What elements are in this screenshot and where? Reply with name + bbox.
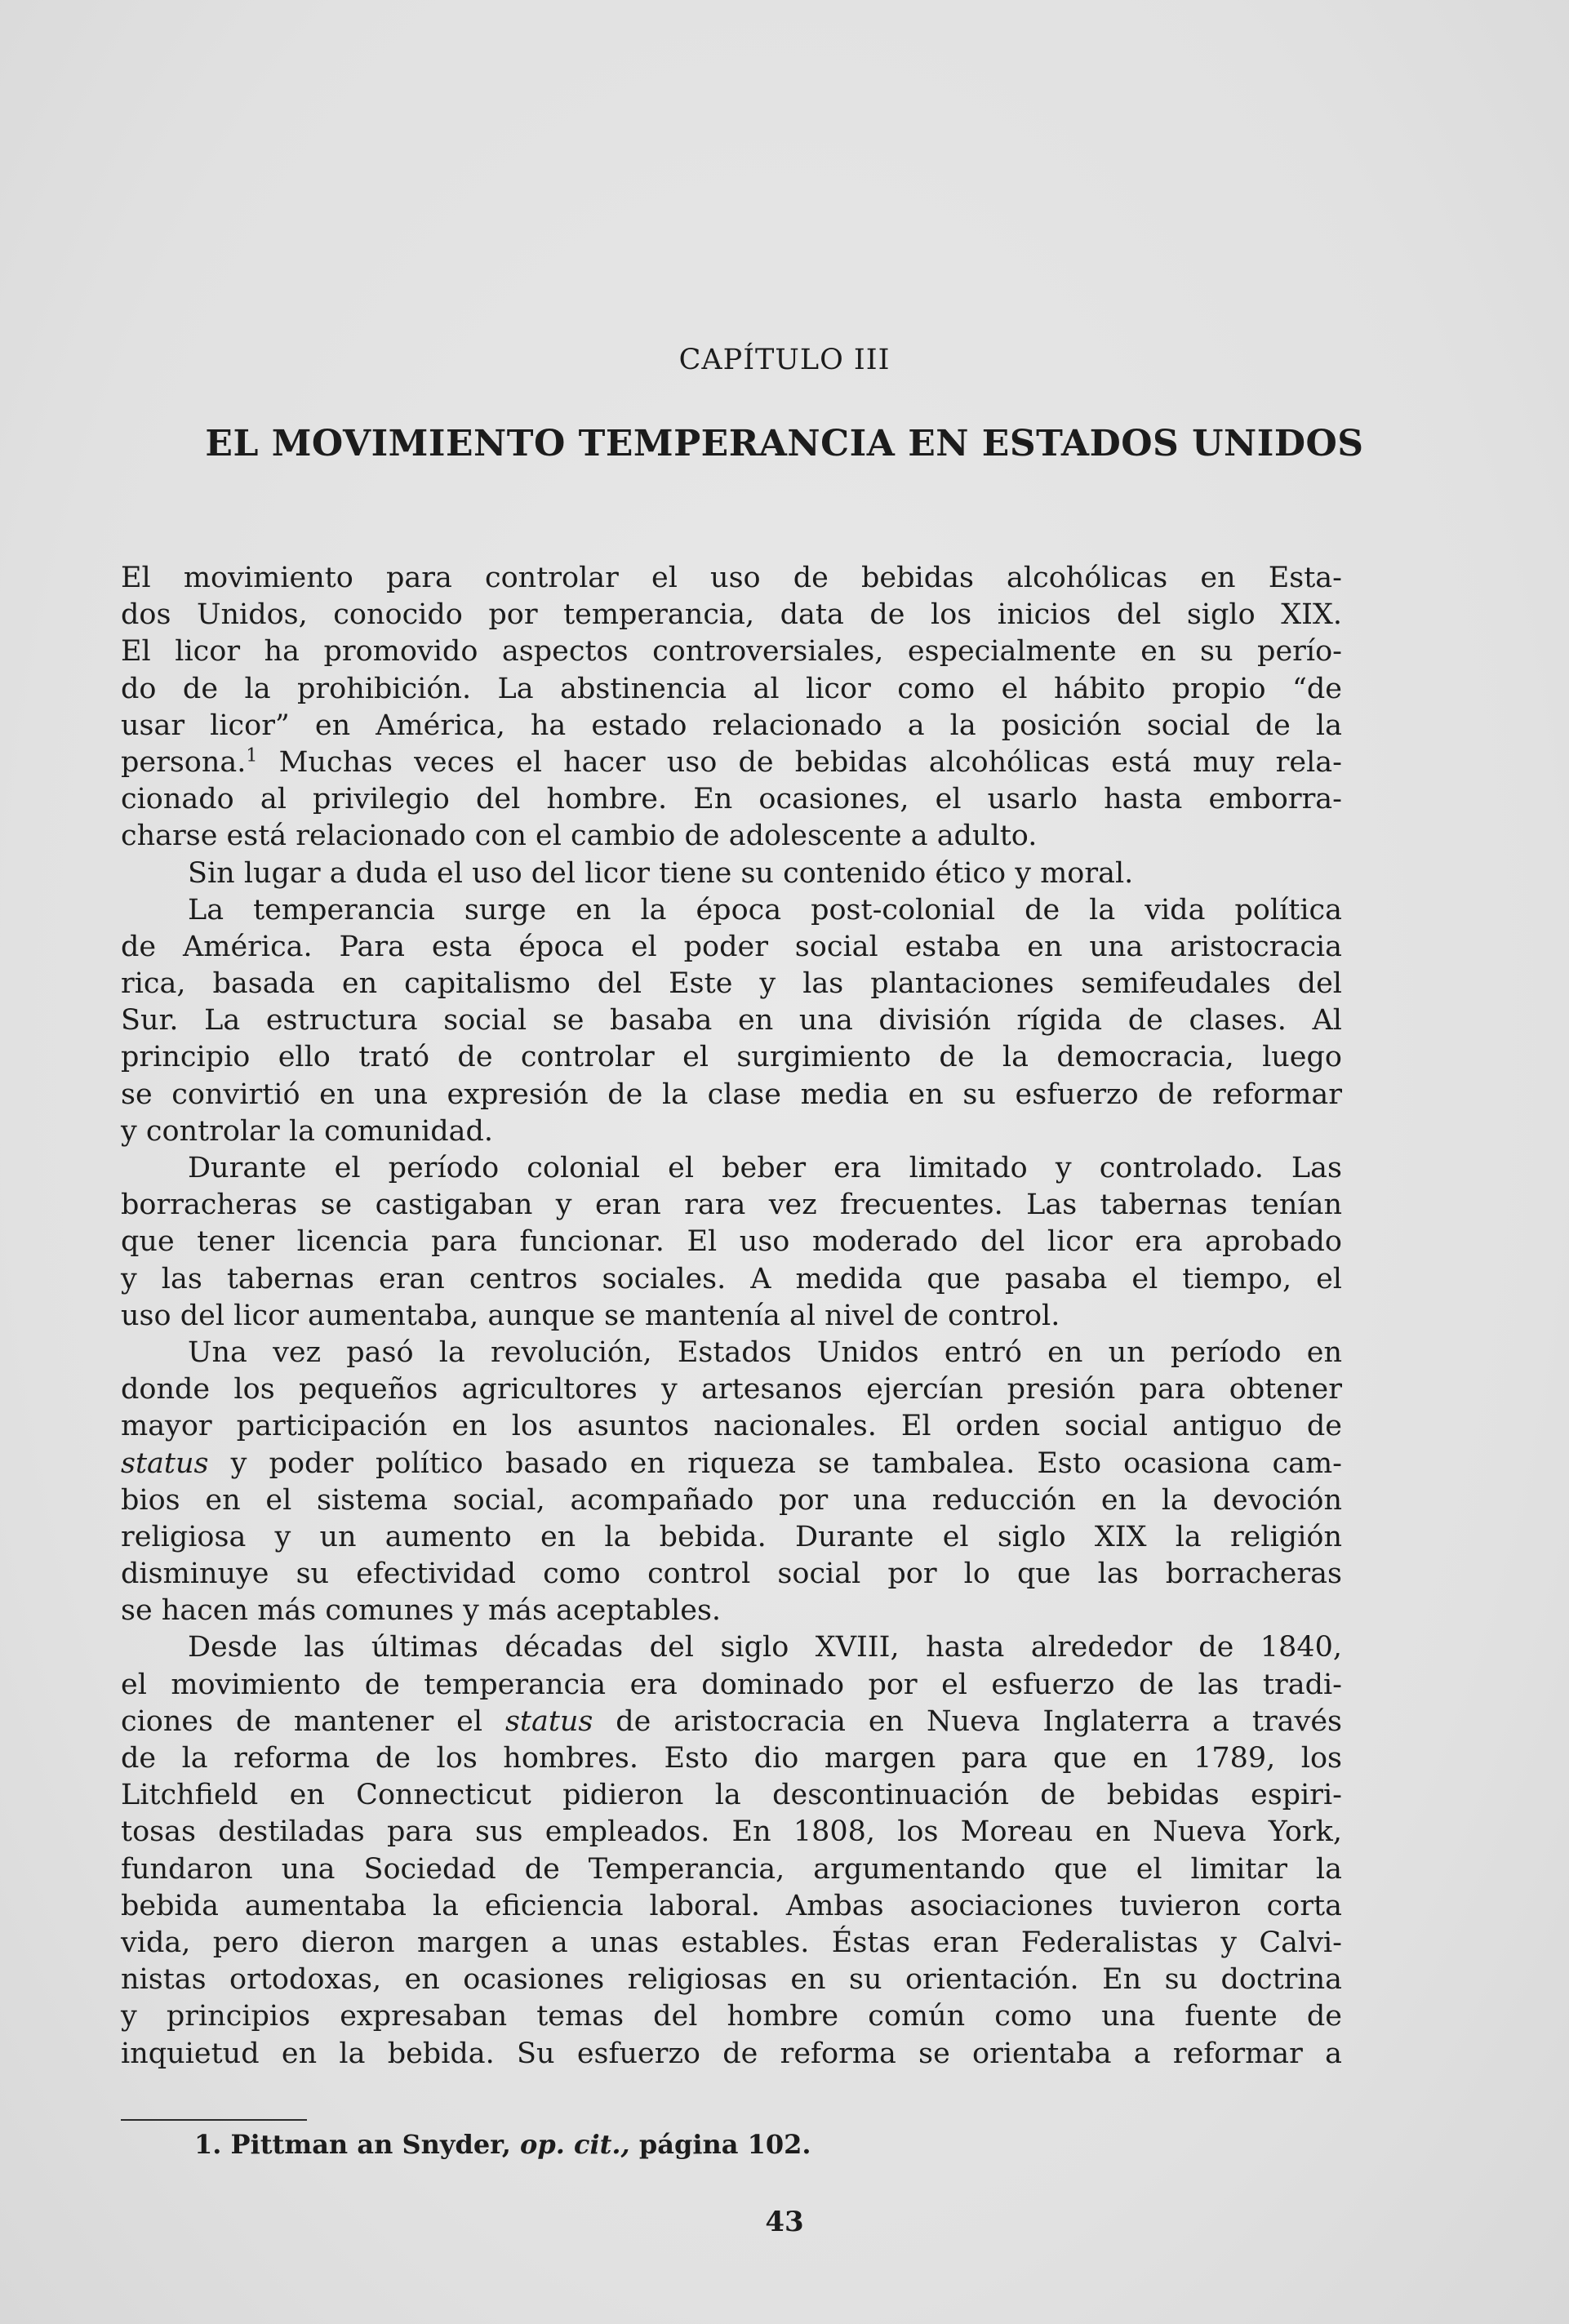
body-line: religiosa y un aumento en la bebida. Durante el siglo XIX la religión <box>121 1520 1342 1553</box>
body-line: rica, basada en capitalismo del Este y las plantaciones semifeudales del <box>121 967 1342 1001</box>
body-line: y controlar la comunidad. <box>121 1114 494 1148</box>
body-text-span: persona. <box>121 745 247 779</box>
body-line: se convirtió en una expresión de la clase media en su esfuerzo de reformar <box>121 1078 1342 1111</box>
chapter-title: EL MOVIMIENTO TEMPERANCIA EN ESTADOS UNIDOS <box>205 423 1364 464</box>
body-line: se hacen más comunes y más aceptables. <box>121 1594 722 1628</box>
body-line: y principios expresaban temas del hombre común como una fuente de <box>121 2000 1342 2033</box>
body-line: de la reforma de los hombres. Esto dio margen para que en 1789, los <box>121 1742 1342 1775</box>
body-line: inquietud en la bebida. Su esfuerzo de reforma se orientaba a reformar a <box>121 2037 1342 2070</box>
italic-term: status <box>121 1446 209 1480</box>
footnote-citation: op. cit., <box>519 2129 630 2160</box>
body-line: El licor ha promovido aspectos controversiales, especialmente en su perío- <box>121 635 1342 669</box>
body-line: disminuye su efectividad como control social por lo que las borracheras <box>121 1557 1342 1591</box>
body-text-span: Muchas veces el hacer uso de bebidas alcohólicas está muy rela- <box>278 745 1342 779</box>
body-line: do de la prohibición. La abstinencia al licor como el hábito propio “de <box>121 672 1342 705</box>
body-line: uso del licor aumentaba, aunque se mantenía al nivel de control. <box>121 1299 1060 1332</box>
body-line <box>121 1704 1342 1740</box>
body-line: La temperancia surge en la época post-colonial de la vida política <box>188 893 1342 926</box>
body-line: Sur. La estructura social se basaba en una división rígida de clases. Al <box>121 1004 1342 1038</box>
body-line: usar licor” en América, ha estado relacionado a la posición social de la <box>121 709 1342 742</box>
footnote-author: Pittman an Snyder, <box>230 2129 511 2160</box>
body-line: borracheras se castigaban y eran rara vez frecuentes. Las tabernas tenían <box>121 1189 1342 1222</box>
chapter-label: CAPÍTULO III <box>678 344 891 376</box>
body-line: de América. Para esta época el poder social estaba en una aristocracia <box>121 930 1342 963</box>
body-line: principio ello trató de controlar el surgimiento de la democracia, luego <box>121 1041 1342 1074</box>
footnote <box>194 2129 811 2160</box>
body-line: vida, pero dieron margen a unas estables. Éstas eran Federalistas y Calvi- <box>121 1926 1342 1959</box>
italic-term: status <box>504 1704 593 1738</box>
body-line: charse está relacionado con el cambio de adolescente a adulto. <box>121 820 1038 853</box>
body-line: y las tabernas eran centros sociales. A medida que pasaba el tiempo, el <box>121 1262 1342 1295</box>
body-line: bebida aumentaba la eficiencia laboral. Ambas asociaciones tuvieron corta <box>121 1889 1342 1922</box>
body-line: Sin lugar a duda el uso del licor tiene su contenido ético y moral. <box>188 856 1134 890</box>
body-line: Una vez pasó la revolución, Estados Unidos entró en un período en <box>188 1335 1342 1369</box>
footnote-divider <box>121 2119 307 2121</box>
body-line: mayor participación en los asuntos nacionales. El orden social antiguo de <box>121 1410 1342 1443</box>
body-line <box>121 744 1342 781</box>
body-line <box>121 1446 1342 1482</box>
body-line: fundaron una Sociedad de Temperancia, argumentando que el limitar la <box>121 1852 1342 1886</box>
page-number: 43 <box>765 2206 804 2238</box>
body-line: donde los pequeños agricultores y artesanos ejercían presión para obtener <box>121 1373 1342 1406</box>
body-line: el movimiento de temperancia era dominado por el esfuerzo de las tradi- <box>121 1668 1342 1701</box>
body-line: Litchfield en Connecticut pidieron la descontinuación de bebidas espiri- <box>121 1779 1342 1812</box>
body-line: Durante el período colonial el beber era limitado y controlado. Las <box>188 1152 1342 1184</box>
body-text-span: ciones de mantener el <box>121 1704 483 1738</box>
footnote-reference: 1 <box>246 745 258 767</box>
body-text-span: y poder político basado en riqueza se tambalea. Esto ocasiona cam- <box>230 1446 1342 1480</box>
body-line: nistas ortodoxas, en ocasiones religiosas en su orientación. En su doctrina <box>121 1963 1342 1997</box>
body-line: Desde las últimas décadas del siglo XVIII, hasta alrededor de 1840, <box>188 1631 1342 1664</box>
body-line: que tener licencia para funcionar. El uso moderado del licor era aprobado <box>121 1225 1342 1259</box>
body-line: tosas destiladas para sus empleados. En 1808, los Moreau en Nueva York, <box>121 1815 1342 1849</box>
body-line: dos Unidos, conocido por temperancia, data de los inicios del siglo XIX. <box>121 598 1342 632</box>
body-line: cionado al privilegio del hombre. En ocasiones, el usarlo hasta emborra- <box>121 783 1342 816</box>
body-text-span: de aristocracia en Nueva Inglaterra a través <box>616 1704 1342 1738</box>
body-line: bios en el sistema social, acompañado por una reducción en la devoción <box>121 1483 1342 1517</box>
body-line: El movimiento para controlar el uso de bebidas alcohólicas en Esta- <box>121 562 1342 594</box>
body-text <box>121 560 1342 2073</box>
footnote-page: página 102. <box>638 2129 811 2160</box>
footnote-number: 1. <box>194 2129 222 2160</box>
